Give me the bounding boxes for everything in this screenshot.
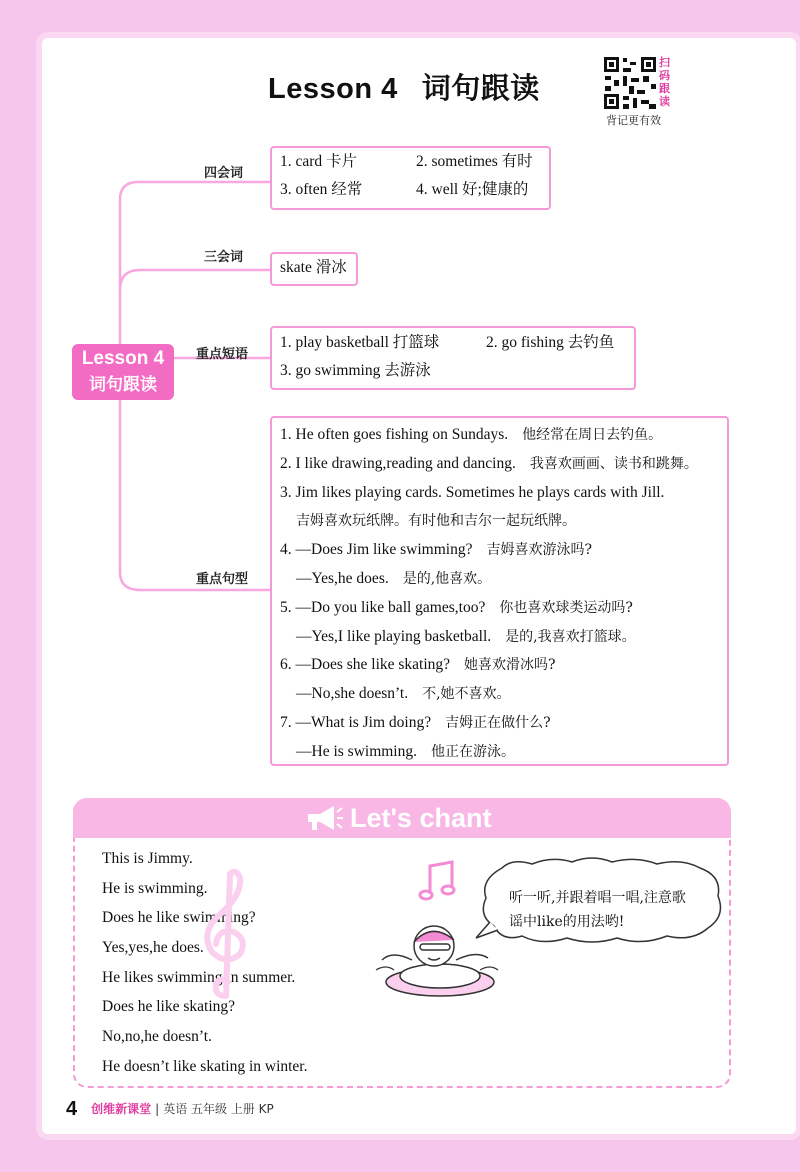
word-item: 4. well 好;健康的 [416,181,529,198]
sentence-row [280,594,719,623]
lesson-center-node [72,344,174,400]
page-number: 4 [66,1098,78,1120]
chant-line: This is Jimmy. [102,850,193,867]
sentence-chinese: 他经常在周日去钓鱼。 [522,427,663,443]
qr-subtitle: 背记更有效 [606,114,661,127]
swimmer-illustration [372,904,502,1004]
sentence-chinese: 是的,他喜欢。 [402,570,492,587]
category-sentences: 重点句型 [196,572,249,587]
sentence-chinese: 我喜欢画画、读书和跳舞。 [529,455,698,472]
title-chinese: 词句跟读 [421,73,540,105]
category-three-skill: 三会词 [204,250,244,265]
word-item: 3. often 经常 [280,181,363,198]
chant-line: Does he like swimming? [102,909,256,927]
three-skill-words-box [270,252,358,286]
music-note-icon [418,860,460,902]
sentence-row [280,536,719,565]
category-four-skill: 四会词 [204,166,244,181]
category-phrases: 重点短语 [196,347,249,362]
sentence-row [280,421,719,450]
footer-info: 英语 五年级 上册 KP [163,1102,274,1116]
title-english: Lesson 4 [268,73,398,105]
sentence-chinese: 她喜欢滑冰吗? [464,657,556,674]
phrases-box [270,326,636,390]
sentence-row [280,507,719,536]
four-skill-words-box [270,146,551,210]
chant-line: No,no,he doesn’t. [102,1028,212,1046]
sentence-english: 7. —What is Jim doing? [280,713,432,731]
sentence-chinese: 你也喜欢球类运动吗? [499,599,633,616]
sentence-chinese: 他正在游泳。 [431,743,515,760]
chant-line: He doesn’t like skating in winter. [102,1057,308,1075]
sentence-row [280,738,719,767]
sentence-list [272,418,727,770]
sentence-row [280,450,719,479]
sentence-english: —Yes,I like playing basketball. [296,627,492,645]
megaphone-icon [304,802,344,834]
footer-brand: 创维新课堂 [91,1102,152,1116]
sentences-box [270,416,729,766]
sentence-english: 3. Jim likes playing cards. Sometimes he plays cards with Jill. [280,483,665,501]
phrase-item: 3. go swimming 去游泳 [280,362,431,379]
chant-line: He likes swimming in summer. [102,968,296,986]
word-item: skate 滑冰 [280,259,347,276]
sentence-chinese: 吉姆正在做什么? [445,714,551,731]
sentence-row [280,479,719,508]
footer-separator: | [155,1102,160,1116]
sentence-english: —Yes,he does. [296,569,389,587]
phrase-item: 2. go fishing 去钓鱼 [486,334,615,351]
chant-line: Yes,yes,he does. [102,939,204,957]
word-item: 1. card 卡片 [280,153,358,170]
sentence-chinese: 吉姆喜欢游泳吗? [486,542,592,559]
chant-line: Does he like skating? [102,998,236,1016]
sentence-english: —No,she doesn’t. [296,685,409,703]
sentence-english: 4. —Does Jim like swimming? [280,541,473,559]
sentence-english: 6. —Does she like skating? [280,656,451,674]
sentence-chinese: 是的,我喜欢打篮球。 [505,628,636,645]
sentence-row [280,709,719,738]
center-node-line1: Lesson 4 [81,348,165,369]
sentence-english: 1. He often goes fishing on Sundays. [280,426,509,443]
sentence-row [280,623,719,652]
sentence-row [280,565,719,594]
phrase-item: 1. play basketball 打篮球 [280,334,440,351]
word-item: 2. sometimes 有时 [416,153,533,170]
sentence-english: —He is swimming. [296,742,417,760]
qr-label: 扫码跟读 [659,56,670,108]
sentence-english: 2. I like drawing,reading and dancing. [280,454,516,472]
treble-clef-icon [196,866,252,1006]
sentence-chinese: 吉姆喜欢玩纸牌。有时他和吉尔一起玩纸牌。 [296,513,576,530]
speech-bubble-text: 听一听,并跟着唱一唱,注意歌谣中like的用法哟! [509,890,686,930]
sentence-row [280,651,719,680]
sentence-english: 5. —Do you like ball games,too? [280,598,486,616]
chant-line: He is swimming. [102,879,208,897]
center-node-line2: 词句跟读 [89,375,157,394]
page-footer [66,1098,274,1121]
sentence-row [280,680,719,709]
sentence-chinese: 不,她不喜欢。 [422,686,511,703]
chant-title: Let's chant [350,803,492,833]
